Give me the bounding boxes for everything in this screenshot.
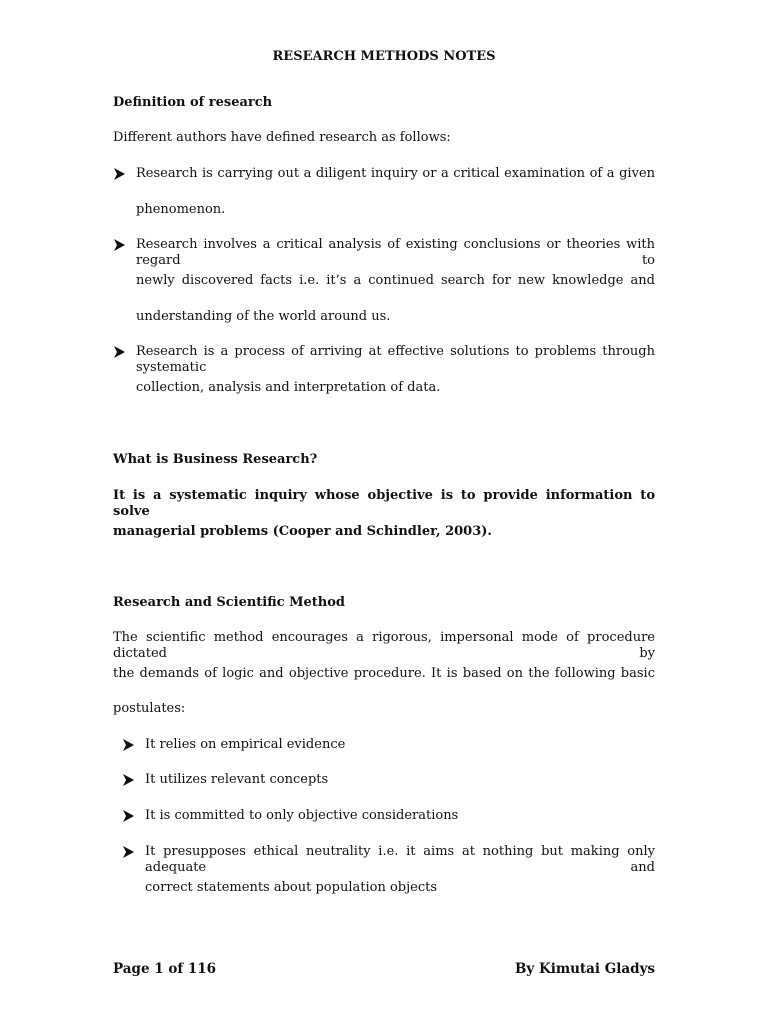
bullet-line: It relies on empirical evidence bbox=[145, 737, 346, 752]
section-heading-scientific-method: Research and Scientific Method bbox=[113, 595, 346, 610]
bullet-line: It presupposes ethical neutrality i.e. it aims at nothing but making only adequate and bbox=[145, 844, 655, 875]
arrow-bullet-icon bbox=[123, 846, 134, 858]
arrow-bullet-icon bbox=[114, 239, 125, 251]
bullet-line: phenomenon. bbox=[136, 202, 226, 217]
arrow-bullet-icon bbox=[123, 739, 134, 751]
bullet-line: It utilizes relevant concepts bbox=[145, 772, 329, 787]
bullet-line: It is committed to only objective considerations bbox=[145, 808, 459, 823]
arrow-bullet-icon bbox=[123, 774, 134, 786]
paragraph-line: postulates: bbox=[113, 701, 186, 716]
paragraph-line: managerial problems (Cooper and Schindler, 2003). bbox=[113, 524, 492, 539]
bullet-line: Research involves a critical analysis of existing conclusions or theories with regard to bbox=[136, 237, 655, 268]
document-title: RESEARCH METHODS NOTES bbox=[272, 49, 496, 64]
section-intro: Different authors have defined research as follows: bbox=[113, 130, 451, 145]
arrow-bullet-icon bbox=[123, 810, 134, 822]
bullet-line: understanding of the world around us. bbox=[136, 309, 391, 324]
section-heading-definition: Definition of research bbox=[113, 95, 273, 110]
section-heading-business-research: What is Business Research? bbox=[113, 452, 318, 467]
bullet-line: Research is carrying out a diligent inquiry or a critical examination of a given bbox=[136, 166, 655, 181]
footer-page-number: Page 1 of 116 bbox=[113, 961, 217, 977]
bullet-line: Research is a process of arriving at effective solutions to problems through systematic bbox=[136, 344, 655, 375]
arrow-bullet-icon bbox=[114, 346, 125, 358]
paragraph-line: It is a systematic inquiry whose objective is to provide information to solve bbox=[113, 488, 655, 519]
bullet-line: correct statements about population objects bbox=[145, 880, 437, 895]
footer-author: By Kimutai Gladys bbox=[515, 961, 656, 977]
bullet-line: collection, analysis and interpretation of data. bbox=[136, 380, 441, 395]
arrow-bullet-icon bbox=[114, 168, 125, 180]
bullet-line: newly discovered facts i.e. it’s a continued search for new knowledge and bbox=[136, 273, 655, 288]
paragraph-line: The scientific method encourages a rigorous, impersonal mode of procedure dictated by bbox=[113, 630, 655, 661]
paragraph-line: the demands of logic and objective procedure. It is based on the following basic bbox=[113, 666, 655, 681]
